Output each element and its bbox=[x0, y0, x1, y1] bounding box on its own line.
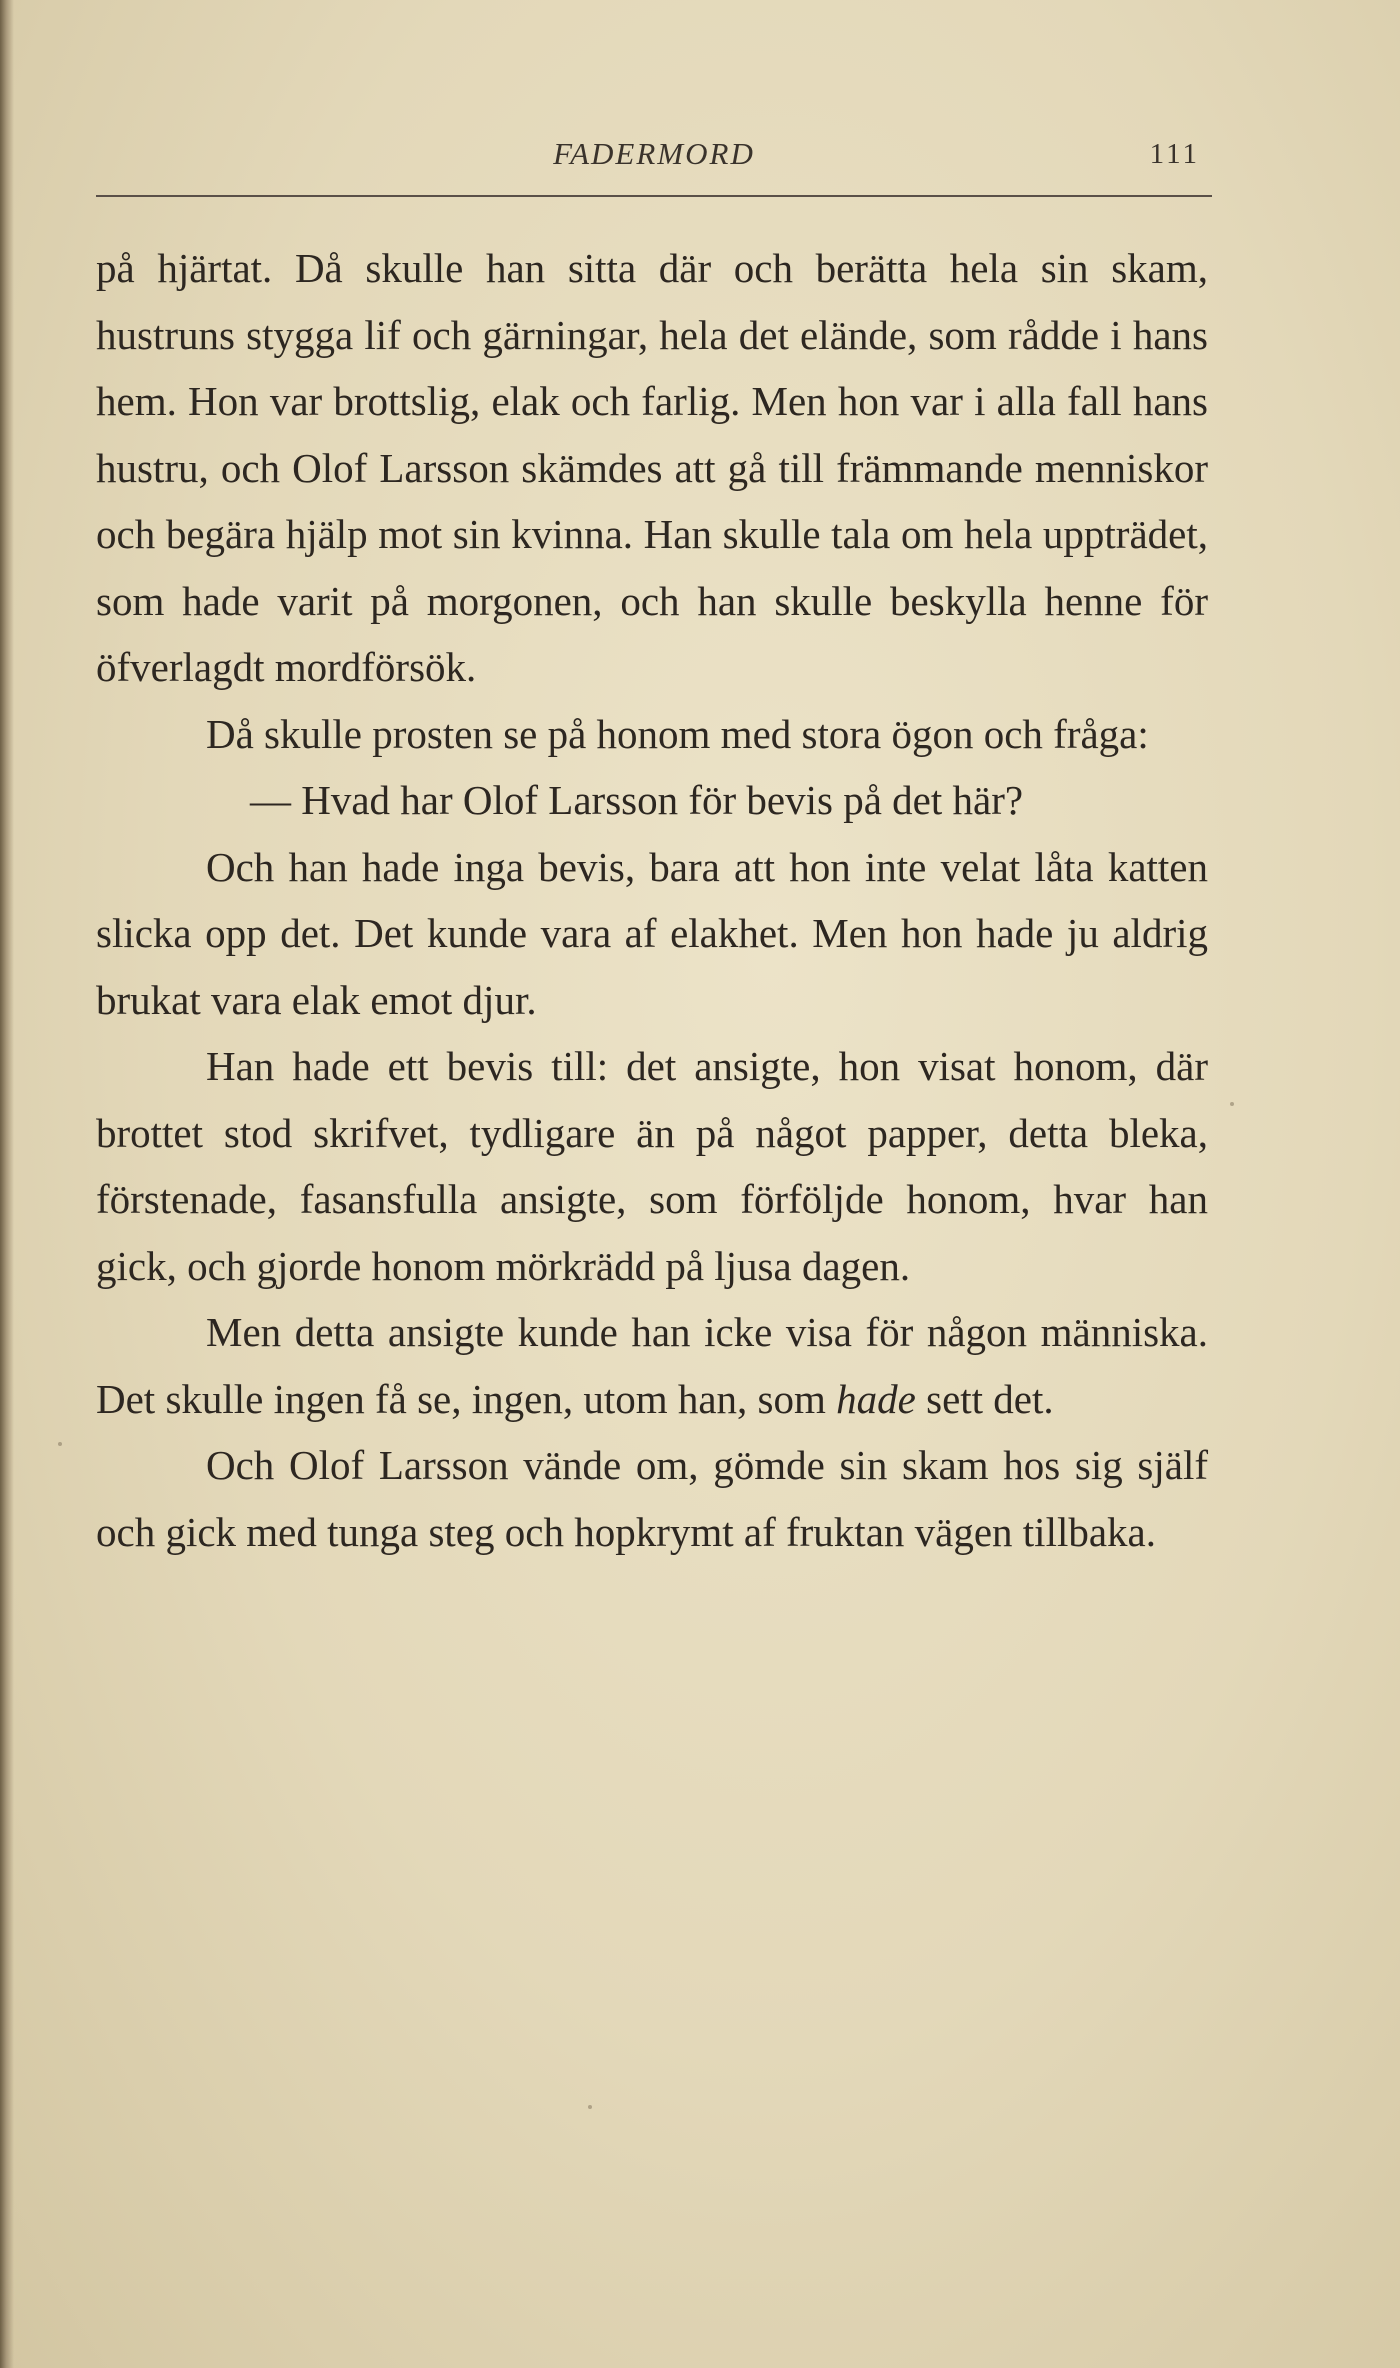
paragraph-1: på hjärtat. Då skulle han sitta där och berätta hela sin skam, hustruns stygga lif och gärningar, hela det elände, som rådde i hans hem. Hon var brottslig, elak och farlig. Men hon var i alla fall hans hustru, och Olof Larsson skämdes att gå till främmande menniskor och begära hjälp mot sin kvinna. Han skulle tala om hela uppträdet, som hade varit på morgonen, och han skulle beskylla henne för öfverlagdt mordförsök. bbox=[96, 245, 1208, 690]
paragraph-2: Då skulle prosten se på honom med stora ögon och fråga: bbox=[206, 710, 1149, 757]
page-number: 111 bbox=[1149, 138, 1200, 170]
paper-speck bbox=[58, 1442, 62, 1446]
paragraph-3-dialogue: — Hvad har Olof Larsson för bevis på det här? bbox=[250, 777, 1024, 823]
body-text bbox=[96, 235, 1208, 1565]
paper-speck bbox=[588, 2105, 592, 2109]
running-title: FADERMORD bbox=[553, 136, 755, 171]
header-rule bbox=[96, 195, 1212, 197]
paragraph-6-text: Men detta ansigte kunde han icke visa för någon människa. Det skulle ingen få se, ingen, utom han, som bbox=[96, 1309, 1208, 1422]
paragraph-6 bbox=[96, 1299, 1208, 1432]
paper-speck bbox=[1230, 1102, 1234, 1106]
paragraph-6-text-after: sett det. bbox=[926, 1375, 1054, 1422]
emphasis-hade: hade bbox=[836, 1375, 916, 1422]
page-spine-shadow bbox=[0, 0, 14, 2368]
paragraph-5: Han hade ett bevis till: det ansigte, hon visat honom, där brottet stod skrifvet, tydligare än på något papper, detta bleka, förstenade, fasansfulla ansigte, som förföljde honom, hvar han gick, och gjorde honom mörkrädd på ljusa dagen. bbox=[96, 1043, 1208, 1289]
page-header bbox=[96, 136, 1212, 192]
paragraph-7: Och Olof Larsson vände om, gömde sin skam hos sig själf och gick med tunga steg och hopkrymt af fruktan vägen tillbaka. bbox=[96, 1442, 1208, 1555]
paragraph-4: Och han hade inga bevis, bara att hon inte velat låta katten slicka opp det. Det kunde vara af elakhet. Men hon hade ju aldrig brukat vara elak emot djur. bbox=[96, 843, 1208, 1023]
